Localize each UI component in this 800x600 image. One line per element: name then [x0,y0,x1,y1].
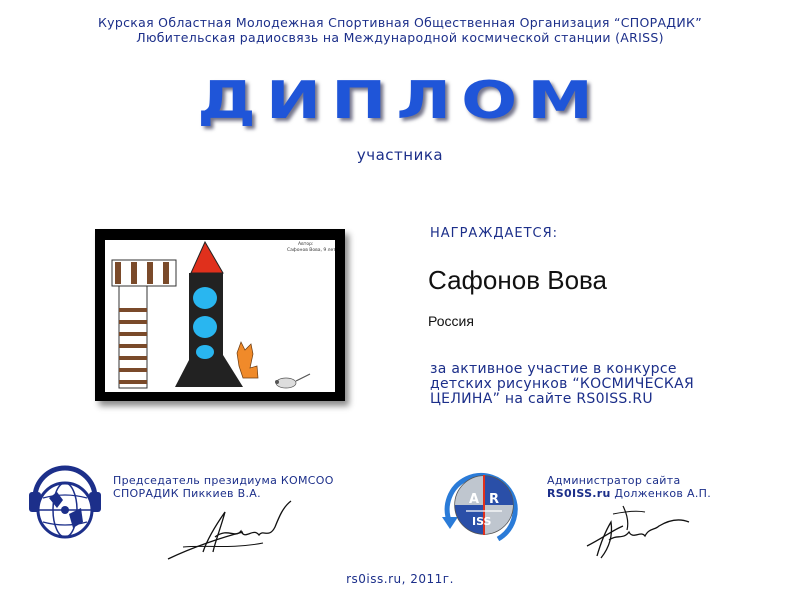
organization-line-1: Курская Областная Молодежная Спортивная Общественная Организация “СПОРАДИК” [98,15,702,30]
drawing-caption-name: Сафонов Вова, 9 лет [287,248,335,253]
admin-site-name: RS0ISS.ru [547,487,611,500]
award-reason-line-1: за активное участие в конкурсе [430,361,677,377]
admin-name: Долженков А.П. [610,487,711,500]
recipient-name: Сафонов Вова [428,265,608,295]
admin-name-line [547,487,711,500]
ariss-logo [436,463,522,547]
recipient-country: Россия [428,313,474,329]
award-reason-line-3: ЦЕЛИНА” на сайте RS0ISS.RU [430,391,653,407]
admin-signature [583,500,693,562]
ariss-letters-iss: ISS [472,515,492,528]
awarded-label: НАГРАЖДАЕТСЯ: [430,226,559,241]
diploma-subtitle: участника [356,146,444,164]
sporadik-globe-logo [27,458,103,548]
ariss-letter-a: A [469,492,480,507]
chair-signature [163,497,298,567]
chair-title: Председатель президиума КОМСОО [113,474,334,487]
diploma-title: ДИПЛОМ [197,70,603,131]
chair-name: СПОРАДИК Пиккиев В.А. [113,487,261,500]
award-reason-line-2: детских рисунков “КОСМИЧЕСКАЯ [430,376,694,392]
footer-site-year: rs0iss.ru, 2011г. [346,572,454,586]
admin-title: Администратор сайта [547,474,681,487]
rocket-drawing [105,240,335,392]
organization-line-2: Любительская радиосвязь на Международной космической станции (ARISS) [136,30,664,45]
drawing-caption-author: Автор: [298,242,314,247]
ariss-letter-r: R [489,492,500,507]
child-drawing [105,240,335,392]
